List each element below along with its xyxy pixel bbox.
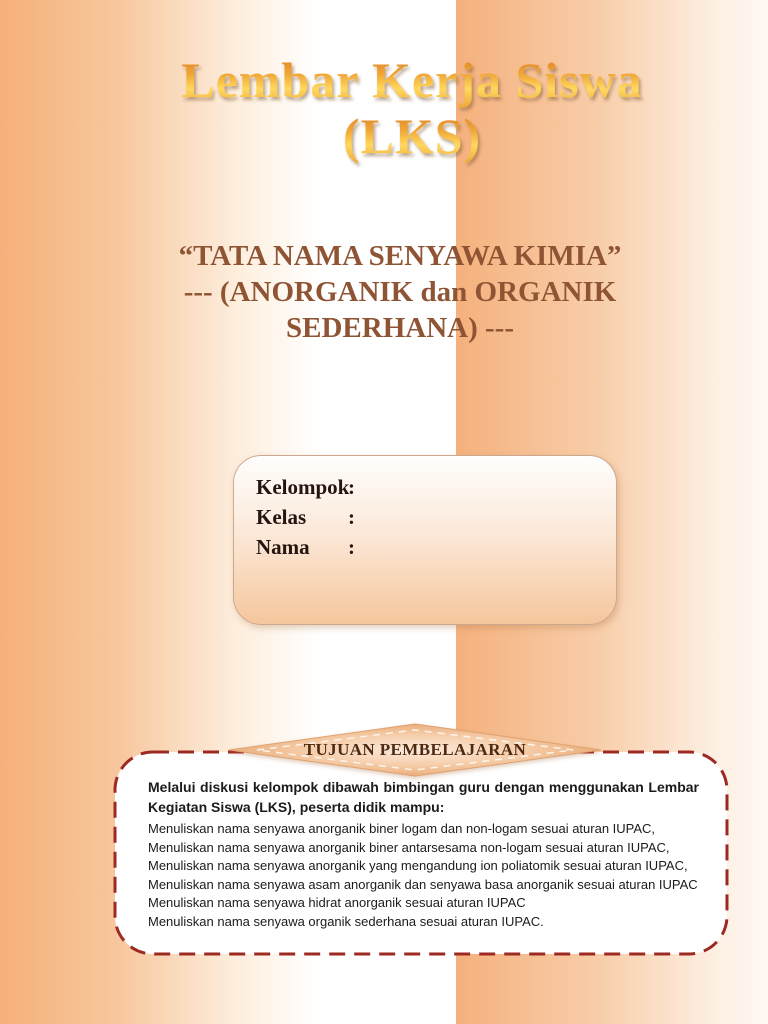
identity-value-nama — [366, 532, 616, 562]
identity-value-kelompok — [366, 472, 616, 502]
objectives-banner-label: TUJUAN PEMBELAJARAN — [303, 740, 527, 759]
identity-label-nama: Nama — [256, 535, 310, 559]
objectives-section — [113, 750, 729, 956]
objective-item: Menuliskan nama senyawa asam anorganik dan senyawa basa anorganik sesuai aturan IUPAC — [148, 876, 698, 892]
subtitle-line1: “TATA NAMA SENYAWA KIMIA” — [178, 240, 622, 272]
page-title — [56, 52, 768, 164]
identity-label-kelompok: Kelompok — [256, 475, 350, 499]
identity-colon: : — [348, 475, 355, 499]
subtitle-line3: SEDERHANA) --- — [286, 312, 514, 344]
objectives-intro: Melalui diskusi kelompok dibawah bimbingan guru dengan menggunakan Lembar Kegiatan Siswa (LKS), peserta didik mampu: — [148, 779, 699, 815]
objectives-list — [148, 820, 699, 931]
objective-item: Menuliskan nama senyawa organik sederhana sesuai aturan IUPAC. — [148, 913, 544, 929]
objective-item: Menuliskan nama senyawa hidrat anorganik sesuai aturan IUPAC — [148, 895, 526, 910]
page-title-line1: Lembar Kerja Siswa — [181, 52, 643, 108]
page-subtitle — [20, 238, 768, 346]
identity-value-kelas — [366, 502, 616, 532]
objective-item: Menuliskan nama senyawa anorganik yang mengandung ion poliatomik sesuai aturan IUPAC, — [148, 858, 688, 873]
subtitle-line2: --- (ANORGANIK dan ORGANIK — [183, 276, 617, 308]
identity-colon: : — [348, 505, 355, 529]
identity-box — [233, 455, 617, 625]
page-title-line2: (LKS) — [342, 108, 482, 164]
objectives-content — [113, 750, 729, 956]
identity-label-kelas: Kelas — [256, 505, 307, 529]
identity-row-nama — [256, 532, 616, 562]
identity-row-kelompok — [256, 472, 616, 502]
objectives-banner — [227, 722, 603, 778]
identity-colon: : — [348, 535, 355, 559]
objective-item: Menuliskan nama senyawa anorganik biner logam dan non-logam sesuai aturan IUPAC, — [148, 821, 656, 836]
identity-row-kelas — [256, 502, 616, 532]
objective-item: Menuliskan nama senyawa anorganik biner antarsesama non-logam sesuai aturan IUPAC, — [148, 839, 670, 855]
